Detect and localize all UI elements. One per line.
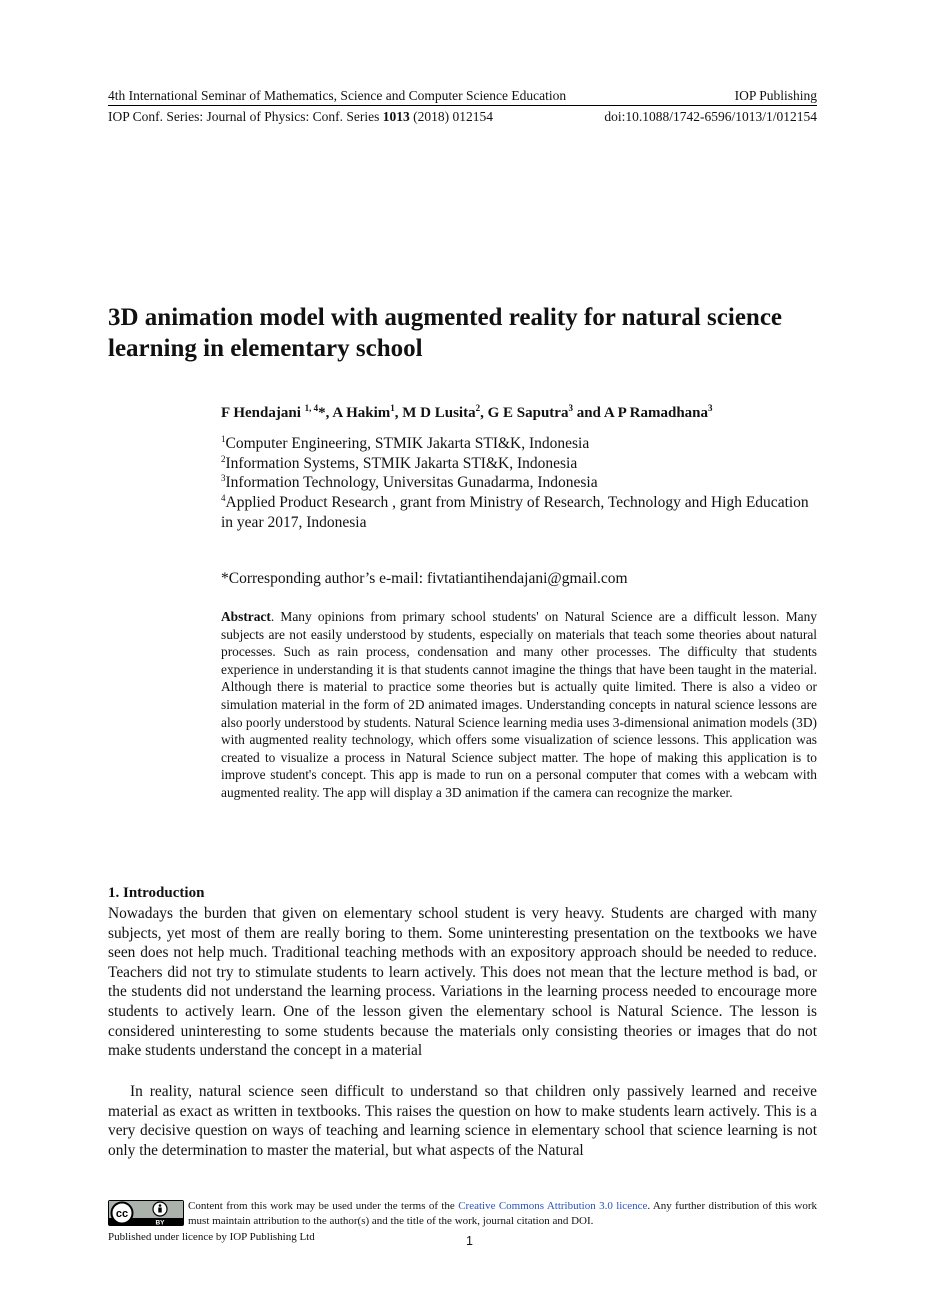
author-name: F Hendajani [221, 405, 305, 421]
affiliation-4 [221, 493, 811, 532]
cc-text: cc [115, 1208, 129, 1220]
affiliation-number: 2 [221, 453, 226, 464]
series-volume: 1013 [382, 109, 410, 124]
affiliation-text: Information Technology, Universitas Gunadarma, Indonesia [225, 474, 598, 491]
corresponding-author: *Corresponding author’s e-mail: fivtatiantihendajani@gmail.com [221, 570, 628, 587]
affiliation-3 [221, 473, 821, 493]
abstract [221, 608, 817, 802]
affiliation-number: 4 [221, 492, 226, 503]
page-number: 1 [466, 1234, 473, 1248]
series-suffix: (2018) 012154 [409, 109, 493, 124]
license-text-before: Content from this work may be used under the terms of the [188, 1200, 459, 1212]
license-link[interactable]: Creative Commons Attribution 3.0 licence [458, 1200, 648, 1212]
section-heading-introduction: 1. Introduction [108, 885, 205, 901]
author-separator: *, [318, 405, 333, 421]
author-affiliation-mark: 3 [568, 403, 573, 413]
introduction-paragraph-1: Nowadays the burden that given on elementary school student is very heavy. Students are charged with many subjects, yet most of them are really boring to them. Some uninteresting presentation on the textbooks we have seen does not help much. Traditional teaching methods with an expository approach should be needed to reduce. Teachers did not try to stimulate students to learn actively. This does not mean that the lecture method is bad, or the students did not understand the learning process. Variations in the learning process needed to encourage more students to actively learn. One of the lesson given the elementary school is Natural Science. The lesson is considered uninteresting to some students because the materials only consisting theories or images that do not make students understand the concept in a material [108, 905, 817, 1060]
affiliation-text: Information Systems, STMIK Jakarta STI&K, Indonesia [225, 455, 578, 472]
license-notice [188, 1199, 817, 1229]
author-affiliation-mark: 1 [390, 403, 395, 413]
series-prefix: IOP Conf. Series: Journal of Physics: Conf. Series [108, 109, 383, 124]
cc-by-icon [108, 1200, 184, 1226]
author-name: A P Ramadhana [603, 405, 709, 421]
running-header-series [108, 109, 817, 125]
by-text: BY [155, 1219, 165, 1226]
author-separator: , [394, 405, 403, 421]
affiliation-number: 1 [221, 433, 226, 444]
published-under-licence: Published under licence by IOP Publishing Ltd [108, 1231, 315, 1243]
author-name: M D Lusita [402, 405, 476, 421]
license-text-after: . Any further distribution of this work must maintain attribution to the author(s) and the title of the work, journal citation and DOI. [188, 1200, 817, 1227]
paper-title: 3D animation model with augmented reality for natural science learning in elementary school [108, 304, 783, 362]
publisher-name: IOP Publishing [734, 88, 817, 103]
affiliation-1 [221, 434, 821, 454]
abstract-text: . Many opinions from primary school students' on Natural Science are a difficult lesson. Many subjects are not easily understood by students, especially on materials that teach some theories about natural processes. Such as rain process, condensation and many other processes. The difficulty that students experience in understanding it is that students cannot imagine the things that have been taught in the material. Although there is material to practice some theories but is actually quite limited. There is also a video or simulation material in the form of 2D animated images. Understanding concepts in natural science lessons are also poorly understood by students. Natural Science learning media uses 3-dimensional animation models (3D) with augmented reality technology, which offers some visualization of science lessons. This application was created to visualize a process in Natural Science subject matter. The hope of making this application is to improve student's concept. This app is made to run on a personal computer that comes with a webcam with augmented reality. The app will display a 3D animation if the camera can recognize the marker. [221, 609, 817, 800]
author-separator: , [480, 405, 488, 421]
author-affiliation-mark: 2 [475, 403, 481, 413]
author-name: A Hakim [332, 405, 391, 421]
abstract-label: Abstract [221, 609, 271, 624]
author-name: G E Saputra [487, 405, 569, 421]
author-affiliation-mark: 3 [708, 403, 713, 413]
conference-name: 4th International Seminar of Mathematics, Science and Computer Science Education [108, 88, 567, 103]
affiliation-text: Applied Product Research , grant from Ministry of Research, Technology and High Education in year 2017, Indonesia [221, 494, 809, 531]
running-header-conference [108, 88, 817, 106]
introduction-paragraph-2: In reality, natural science seen difficult to understand so that children only passively learned and receive material as exact as written in textbooks. This raises the question on how to make students learn actively. This is a very decisive question on ways of teaching and learning science in elementary school that science learning is not only the determination to master the material, but what aspects of the Natural [108, 1083, 817, 1159]
affiliation-number: 3 [221, 472, 226, 483]
author-list [221, 405, 713, 422]
doi: doi:10.1088/1742-6596/1013/1/012154 [604, 109, 817, 124]
author-separator: and [572, 405, 604, 421]
author-affiliation-mark: 1, 4 [304, 403, 319, 413]
affiliation-2 [221, 454, 821, 474]
affiliation-text: Computer Engineering, STMIK Jakarta STI&K, Indonesia [225, 435, 590, 452]
cc-by-license-badge[interactable] [108, 1200, 184, 1226]
